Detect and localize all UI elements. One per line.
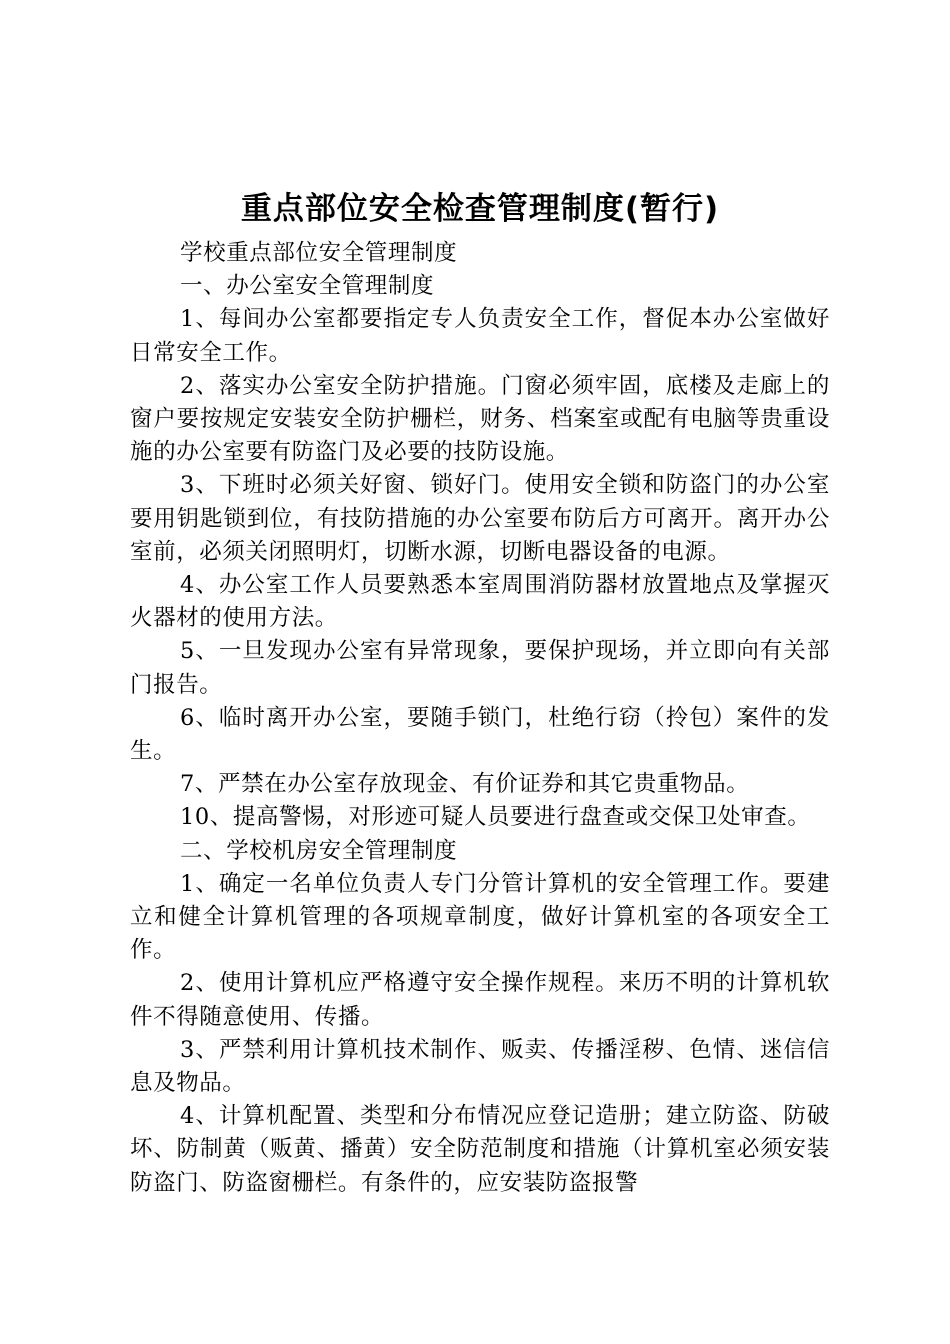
office-rule-item: 3、下班时必须关好窗、锁好门。使用安全锁和防盗门的办公室要用钥匙锁到位，有技防措施的办公室要布防后方可离开。离开办公室前，必须关闭照明灯，切断水源，切断电器设备的电源。 <box>130 472 830 565</box>
document-page <box>130 183 830 1200</box>
document-subtitle: 学校重点部位安全管理制度 <box>180 240 458 266</box>
section-heading-computer-room: 二、学校机房安全管理制度 <box>180 837 458 864</box>
office-rule-item: 4、办公室工作人员要熟悉本室周围消防器材放置地点及掌握灭火器材的使用方法。 <box>130 572 830 632</box>
office-rule-item: 7、严禁在办公室存放现金、有价证券和其它贵重物品。 <box>180 771 750 798</box>
computer-room-rule-item: 1、确定一名单位负责人专门分管计算机的安全管理工作。要建立和健全计算机管理的各项规章制度，做好计算机室的各项安全工作。 <box>130 870 830 964</box>
document-body <box>130 237 830 1200</box>
office-rule-item: 5、一旦发现办公室有异常现象，要保护现场，并立即向有关部门报告。 <box>130 638 830 698</box>
computer-room-rule-item: 2、使用计算机应严格遵守安全操作规程。来历不明的计算机软件不得随意使用、传播。 <box>130 970 830 1030</box>
office-rule-item: 1、每间办公室都要指定专人负责安全工作，督促本办公室做好日常安全工作。 <box>130 306 830 366</box>
office-rule-item: 10、提高警惕，对形迹可疑人员要进行盘查或交保卫处审查。 <box>180 804 811 831</box>
computer-room-rule-item: 3、严禁利用计算机技术制作、贩卖、传播淫秽、色情、迷信信息及物品。 <box>130 1036 830 1097</box>
computer-room-rule-item: 4、计算机配置、类型和分布情况应登记造册；建立防盗、防破坏、防制黄（贩黄、播黄）安全防范制度和措施（计算机室必须安装防盗门、防盗窗栅栏。有条件的，应安装防盗报警 <box>130 1103 830 1196</box>
office-rule-item: 2、落实办公室安全防护措施。门窗必须牢固，底楼及走廊上的窗户要按规定安装安全防护栅栏，财务、档案室或配有电脑等贵重设施的办公室要有防盗门及必要的技防设施。 <box>130 372 830 466</box>
section-heading-office: 一、办公室安全管理制度 <box>180 273 435 300</box>
document-title: 重点部位安全检查管理制度(暂行) <box>240 191 720 227</box>
office-rule-item: 6、临时离开办公室，要随手锁门，杜绝行窃（拎包）案件的发生。 <box>130 704 830 765</box>
